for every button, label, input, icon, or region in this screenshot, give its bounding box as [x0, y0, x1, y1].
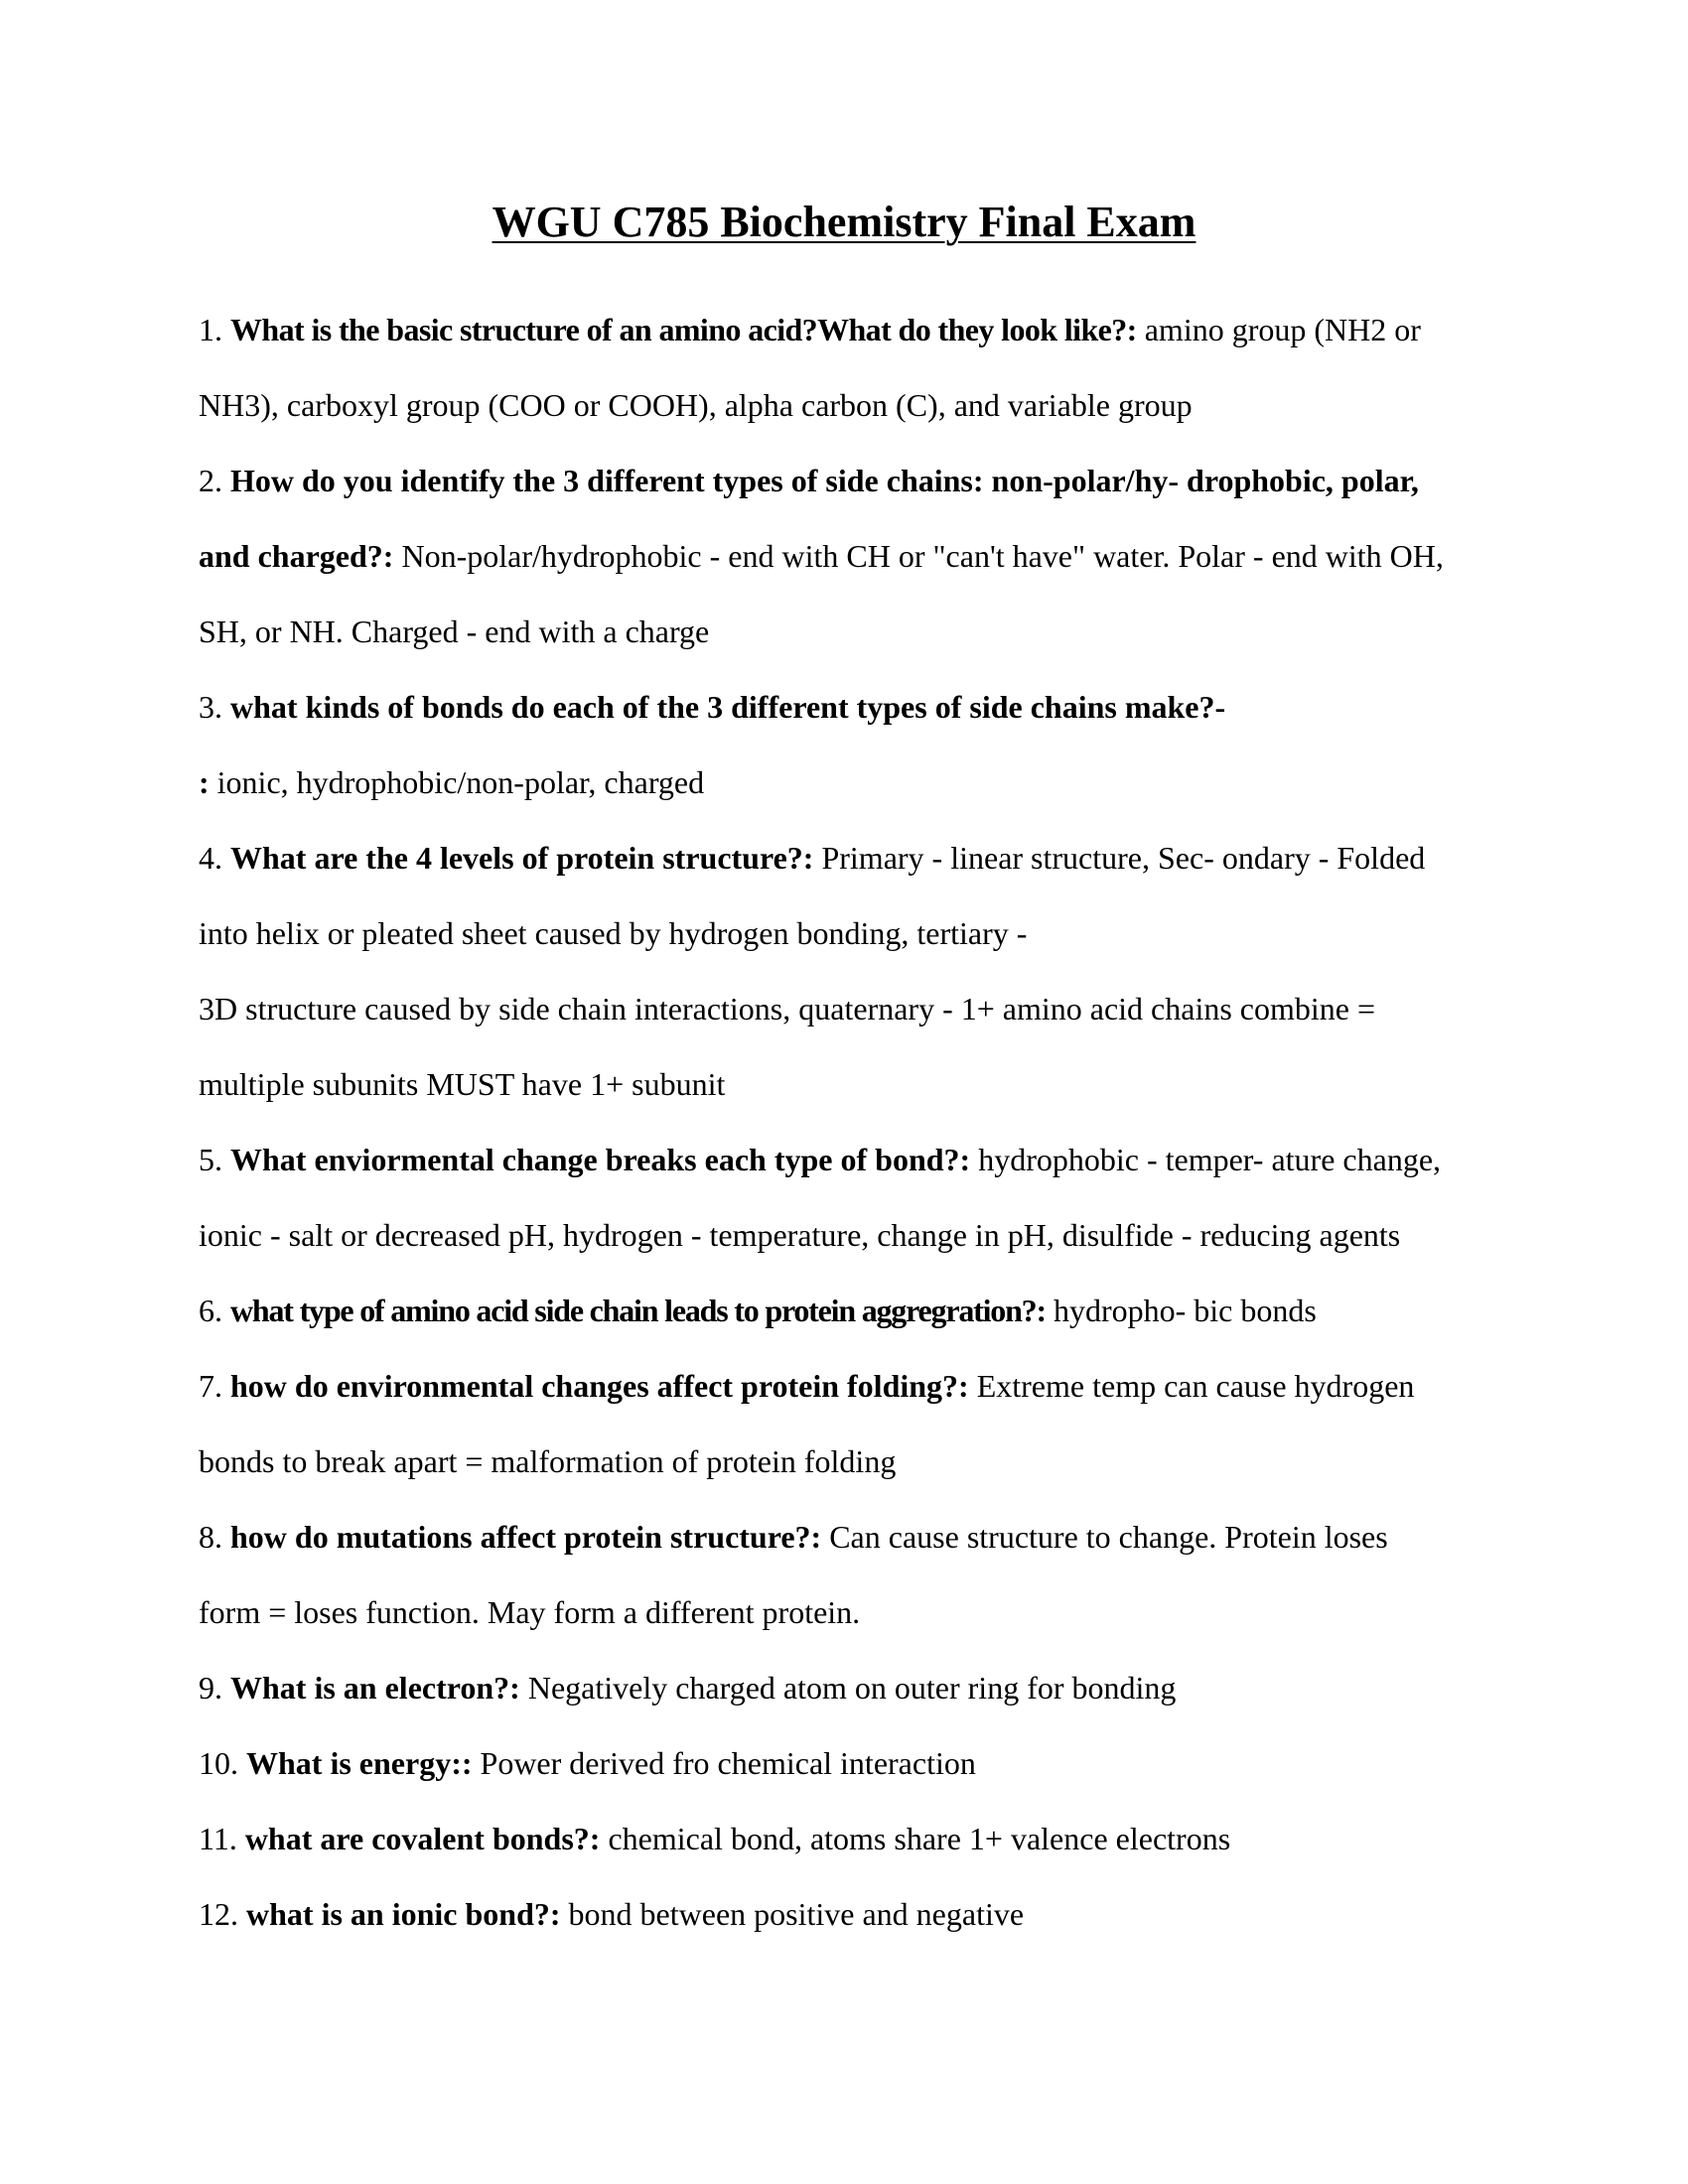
answer-text: ionic, hydrophobic/non-polar, charged	[209, 764, 705, 800]
answer-text: ionic - salt or decreased pH, hydrogen - temperature, change in pH, disulfide - reducing agents	[199, 1217, 1401, 1253]
item-number: 10.	[199, 1745, 246, 1781]
answer-text: into helix or pleated sheet caused by hydrogen bonding, tertiary -	[199, 915, 1028, 951]
list-item	[199, 669, 1489, 745]
item-number: 4.	[199, 840, 230, 876]
list-item	[199, 1801, 1489, 1876]
item-number: 12.	[199, 1896, 246, 1932]
question-text: :	[199, 764, 210, 800]
list-item	[199, 1273, 1489, 1348]
question-text: What enviormental change breaks each type of bond?:	[230, 1142, 971, 1177]
list-item-continuation	[199, 895, 1489, 971]
question-text: and charged?:	[199, 538, 394, 574]
list-item	[199, 443, 1489, 518]
item-number: 6.	[199, 1293, 230, 1328]
answer-text: bond between positive and negative	[560, 1896, 1025, 1932]
answer-text: amino group (NH2 or	[1136, 312, 1421, 347]
question-text: what type of amino acid side chain leads to protein aggregration?:	[230, 1293, 1046, 1328]
answer-text: hydrophobic - temper- ature change,	[970, 1142, 1442, 1177]
question-text: What are the 4 levels of protein structure?:	[230, 840, 814, 876]
answer-text: Extreme temp can cause hydrogen	[968, 1368, 1415, 1404]
answer-text: hydropho- bic bonds	[1045, 1293, 1317, 1328]
list-item	[199, 1876, 1489, 1952]
answer-text: NH3), carboxyl group (COO or COOH), alpha carbon (C), and variable group	[199, 387, 1193, 423]
list-item	[199, 1122, 1489, 1197]
question-text: what kinds of bonds do each of the 3 different types of side chains make?-	[230, 689, 1226, 725]
list-item	[199, 1348, 1489, 1424]
answer-text: chemical bond, atoms share 1+ valence electrons	[600, 1821, 1231, 1856]
list-item	[199, 1499, 1489, 1574]
list-item-continuation	[199, 1424, 1489, 1499]
list-item	[199, 1725, 1489, 1801]
answer-text: Primary - linear structure, Sec- ondary - Folded	[813, 840, 1426, 876]
answer-text: Power derived fro chemical interaction	[472, 1745, 976, 1781]
answer-text: Can cause structure to change. Protein loses	[821, 1519, 1388, 1555]
qa-list	[199, 292, 1489, 1952]
list-item	[199, 1650, 1489, 1725]
question-text: what are covalent bonds?:	[244, 1821, 601, 1856]
list-item-continuation	[199, 1197, 1489, 1273]
answer-text: Negatively charged atom on outer ring for bonding	[519, 1670, 1177, 1706]
question-text: What is an electron?:	[230, 1670, 520, 1706]
item-number: 9.	[199, 1670, 230, 1706]
answer-text: 3D structure caused by side chain interactions, quaternary - 1+ amino acid chains combine =	[199, 991, 1376, 1026]
question-text: how do environmental changes affect protein folding?:	[230, 1368, 969, 1404]
page-title: WGU C785 Biochemistry Final Exam	[492, 198, 1196, 246]
item-number: 7.	[199, 1368, 230, 1404]
question-text: What is the basic structure of an amino acid?What do they look like?:	[230, 312, 1137, 347]
item-number: 5.	[199, 1142, 230, 1177]
list-item-continuation	[199, 518, 1489, 594]
list-item-continuation	[199, 971, 1489, 1046]
list-item-continuation	[199, 745, 1489, 820]
item-number: 1.	[199, 312, 230, 347]
question-text: how do mutations affect protein structure?:	[230, 1519, 822, 1555]
item-number: 2.	[199, 463, 230, 498]
answer-text: bonds to break apart = malformation of protein folding	[199, 1443, 897, 1479]
item-number: 3.	[199, 689, 230, 725]
item-number: 8.	[199, 1519, 230, 1555]
list-item-continuation	[199, 594, 1489, 669]
list-item-continuation	[199, 367, 1489, 443]
list-item	[199, 820, 1489, 895]
question-text: what is an ionic bond?:	[246, 1896, 561, 1932]
question-text: How do you identify the 3 different types of side chains: non-polar/hy- drophobic, polar,	[230, 463, 1419, 498]
item-number: 11.	[199, 1821, 245, 1856]
list-item	[199, 292, 1489, 367]
question-text: What is energy::	[246, 1745, 473, 1781]
answer-text: multiple subunits MUST have 1+ subunit	[199, 1066, 726, 1102]
list-item-continuation	[199, 1046, 1489, 1122]
list-item-continuation	[199, 1574, 1489, 1650]
answer-text: Non-polar/hydrophobic - end with CH or "can't have" water. Polar - end with OH,	[393, 538, 1444, 574]
answer-text: form = loses function. May form a different protein.	[199, 1594, 861, 1630]
answer-text: SH, or NH. Charged - end with a charge	[199, 614, 710, 649]
